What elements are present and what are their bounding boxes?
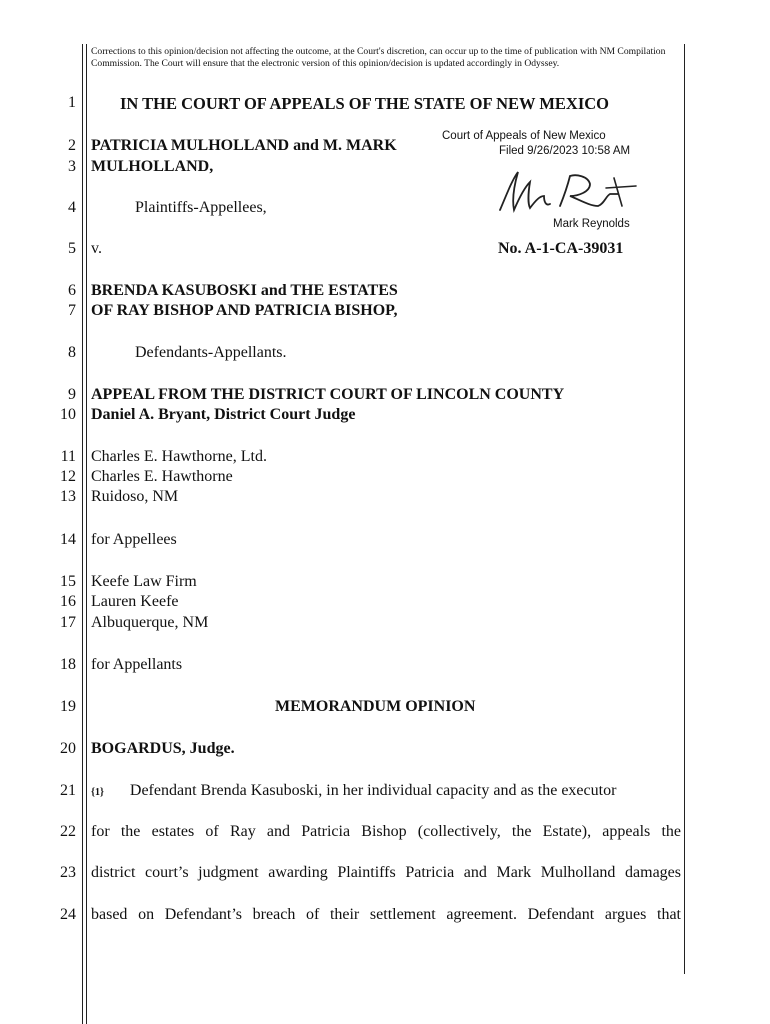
- line-number: 10: [60, 406, 76, 423]
- plaintiffs-line-2: MULHOLLAND,: [91, 158, 214, 175]
- line-number: 2: [68, 137, 76, 154]
- case-number: No. A-1-CA-39031: [498, 240, 624, 257]
- line-number: 8: [68, 344, 76, 361]
- defendants-line-1: BRENDA KASUBOSKI and THE ESTATES: [91, 282, 398, 299]
- appellee-designation: for Appellees: [91, 531, 177, 548]
- appellant-city: Albuquerque, NM: [91, 614, 209, 631]
- margin-rule-right: [684, 44, 685, 974]
- line-number: 18: [60, 656, 76, 673]
- appeal-court: APPEAL FROM THE DISTRICT COURT OF LINCOLN COUNTY: [91, 386, 565, 403]
- versus: v.: [91, 240, 102, 257]
- stamp-clerk-name: Mark Reynolds: [553, 218, 630, 230]
- line-number: 22: [60, 823, 76, 840]
- line-number: 15: [60, 573, 76, 590]
- line-number: 21: [60, 782, 76, 799]
- line-number: 12: [60, 468, 76, 485]
- line-number: 6: [68, 282, 76, 299]
- opinion-heading: MEMORANDUM OPINION: [275, 698, 476, 715]
- line-number: 23: [60, 864, 76, 881]
- line-number: 3: [68, 158, 76, 175]
- court-title: IN THE COURT OF APPEALS OF THE STATE OF NEW MEXICO: [120, 94, 610, 113]
- plaintiffs-role: Plaintiffs-Appellees,: [135, 199, 267, 216]
- line-number: 16: [60, 593, 76, 610]
- line-number: 19: [60, 698, 76, 715]
- paragraph-line-2: for the estates of Ray and Patricia Bishop (collectively, the Estate), appeals the: [91, 823, 681, 840]
- clerk-signature: [494, 166, 644, 218]
- appellee-city: Ruidoso, NM: [91, 488, 179, 505]
- defendants-role: Defendants-Appellants.: [135, 344, 287, 361]
- stamp-filed-date: Filed 9/26/2023 10:58 AM: [499, 145, 631, 157]
- line-number: 7: [68, 302, 76, 319]
- line-number: 5: [68, 240, 76, 257]
- line-number: 17: [60, 614, 76, 631]
- corrections-notice: Corrections to this opinion/decision not affecting the outcome, at the Court's discretion, can occur up to the time of publication with NM Compilation Commission. The Court will ensure that the electronic version of this opinion/decision is updated accordingly in Odyssey.: [91, 46, 666, 69]
- paragraph-line-3: district court’s judgment awarding Plaintiffs Patricia and Mark Mulholland damages: [91, 864, 681, 881]
- stamp-court: Court of Appeals of New Mexico: [442, 130, 606, 142]
- appellant-attorney: Lauren Keefe: [91, 593, 179, 610]
- defendants-line-2: OF RAY BISHOP AND PATRICIA BISHOP,: [91, 302, 398, 319]
- appellant-designation: for Appellants: [91, 656, 183, 673]
- appellee-firm: Charles E. Hawthorne, Ltd.: [91, 448, 267, 465]
- judge-name: BOGARDUS, Judge.: [91, 740, 235, 757]
- paragraph-line-1: [91, 782, 681, 800]
- line-number: 11: [60, 448, 76, 465]
- line-number: 13: [60, 488, 76, 505]
- paragraph-number: {1}: [91, 787, 104, 798]
- plaintiffs-line-1: PATRICIA MULHOLLAND and M. MARK: [91, 137, 397, 154]
- appellee-attorney: Charles E. Hawthorne: [91, 468, 233, 485]
- paragraph-line-4: based on Defendant’s breach of their settlement agreement. Defendant argues that: [91, 906, 681, 923]
- appellant-firm: Keefe Law Firm: [91, 573, 197, 590]
- line-number: 1: [68, 94, 76, 111]
- district-judge: Daniel A. Bryant, District Court Judge: [91, 406, 356, 423]
- line-number: 14: [60, 531, 76, 548]
- paragraph-text: Defendant Brenda Kasuboski, in her individual capacity and as the executor: [129, 782, 617, 799]
- margin-rule-left-outer: [82, 44, 83, 1024]
- line-number: 24: [60, 906, 76, 923]
- line-number: 20: [60, 740, 76, 757]
- margin-rule-left-inner: [86, 44, 87, 1024]
- line-number: 4: [68, 199, 76, 216]
- line-number: 9: [68, 386, 76, 403]
